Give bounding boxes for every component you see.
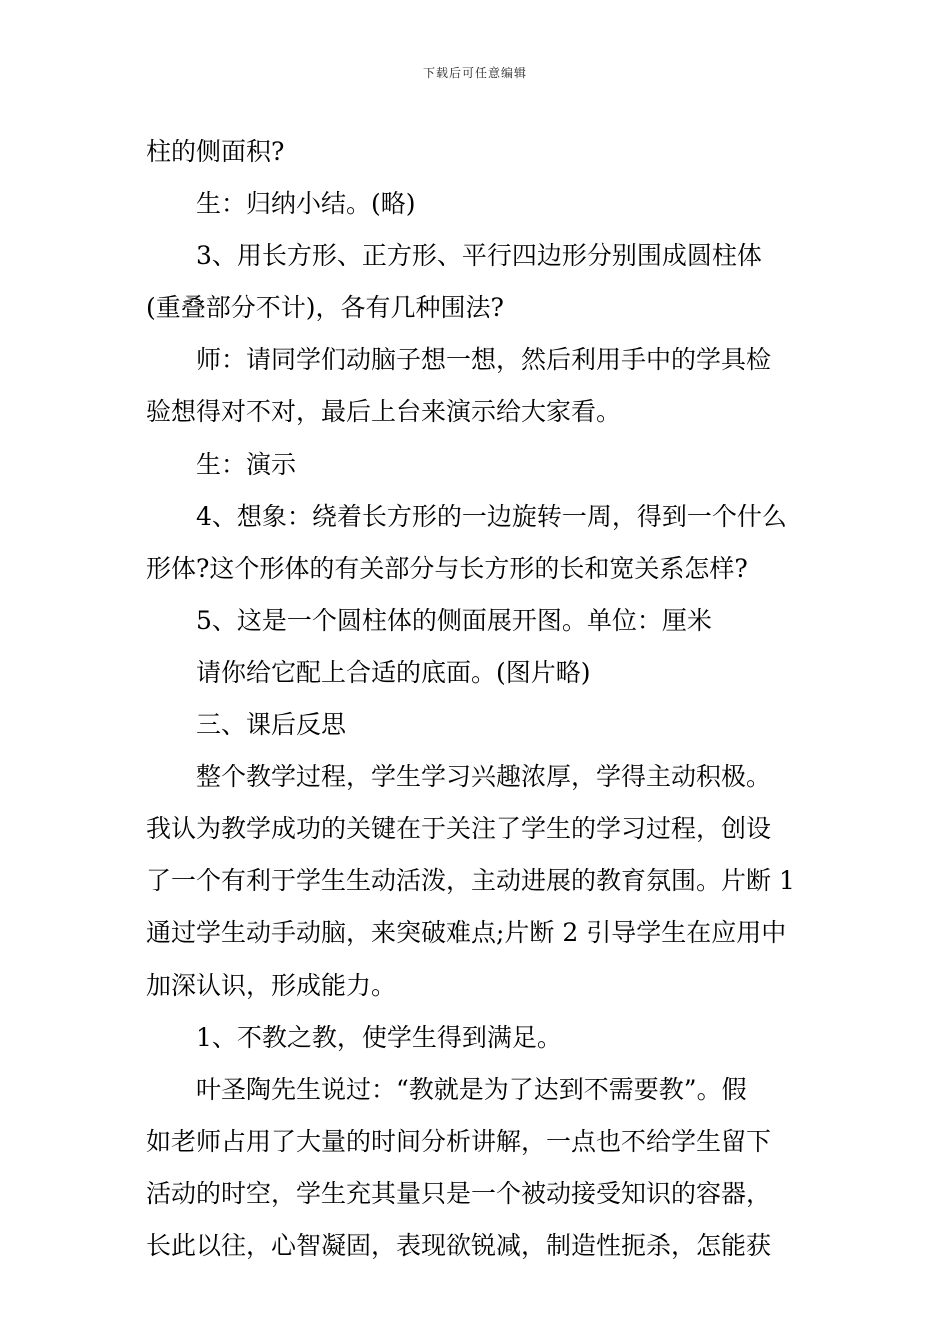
- text-line: 验想得对不对，最后上台来演示给大家看。: [146, 397, 622, 427]
- text-line: 柱的侧面积?: [146, 137, 285, 166]
- text-line: 整个教学过程，学生学习兴趣浓厚，学得主动积极。: [196, 762, 772, 792]
- text-line: 5、这是一个圆柱体的侧面展开图。单位：厘米: [196, 605, 712, 635]
- page-header: 下载后可任意编辑: [422, 66, 527, 80]
- text-line: 加深认识，形成能力。: [146, 970, 397, 1000]
- text-line: 4、想象：绕着长方形的一边旋转一周，得到一个什么: [196, 501, 787, 531]
- text-line: (重叠部分不计)，各有几种围法?: [146, 293, 504, 323]
- text-line: 通过学生动手动脑，来突破难点;片断 2 引导学生在应用中: [146, 918, 787, 948]
- text-line: 长此以往，心智凝固，表现欲锐减，制造性扼杀，怎能获: [146, 1230, 772, 1260]
- text-line: 活动的时空，学生充其量只是一个被动接受知识的容器，: [146, 1178, 772, 1208]
- text-line: 了一个有利于学生生动活泼，主动进展的教育氛围。片断 1: [146, 866, 795, 896]
- text-line: 请你给它配上合适的底面。(图片略): [196, 657, 591, 687]
- text-line: 我认为教学成功的关键在于关注了学生的学习过程，创设: [146, 814, 772, 844]
- section-heading: 三、课后反思: [196, 710, 347, 740]
- text-line: 生：归纳小结。(略): [196, 189, 416, 219]
- text-line: 叶圣陶先生说过：“教就是为了达到不需要教”。假: [196, 1074, 747, 1104]
- text-line: 如老师占用了大量的时间分析讲解，一点也不给学生留下: [146, 1126, 772, 1156]
- text-line: 师：请同学们动脑子想一想，然后利用手中的学具检: [196, 345, 772, 375]
- text-line: 3、用长方形、正方形、平行四边形分别围成圆柱体: [196, 241, 762, 271]
- text-line: 1、不教之教，使学生得到满足。: [196, 1022, 562, 1052]
- text-line: 生：演示: [196, 449, 297, 479]
- text-line: 形体?这个形体的有关部分与长方形的长和宽关系怎样?: [146, 553, 748, 583]
- document-body: [146, 126, 806, 1272]
